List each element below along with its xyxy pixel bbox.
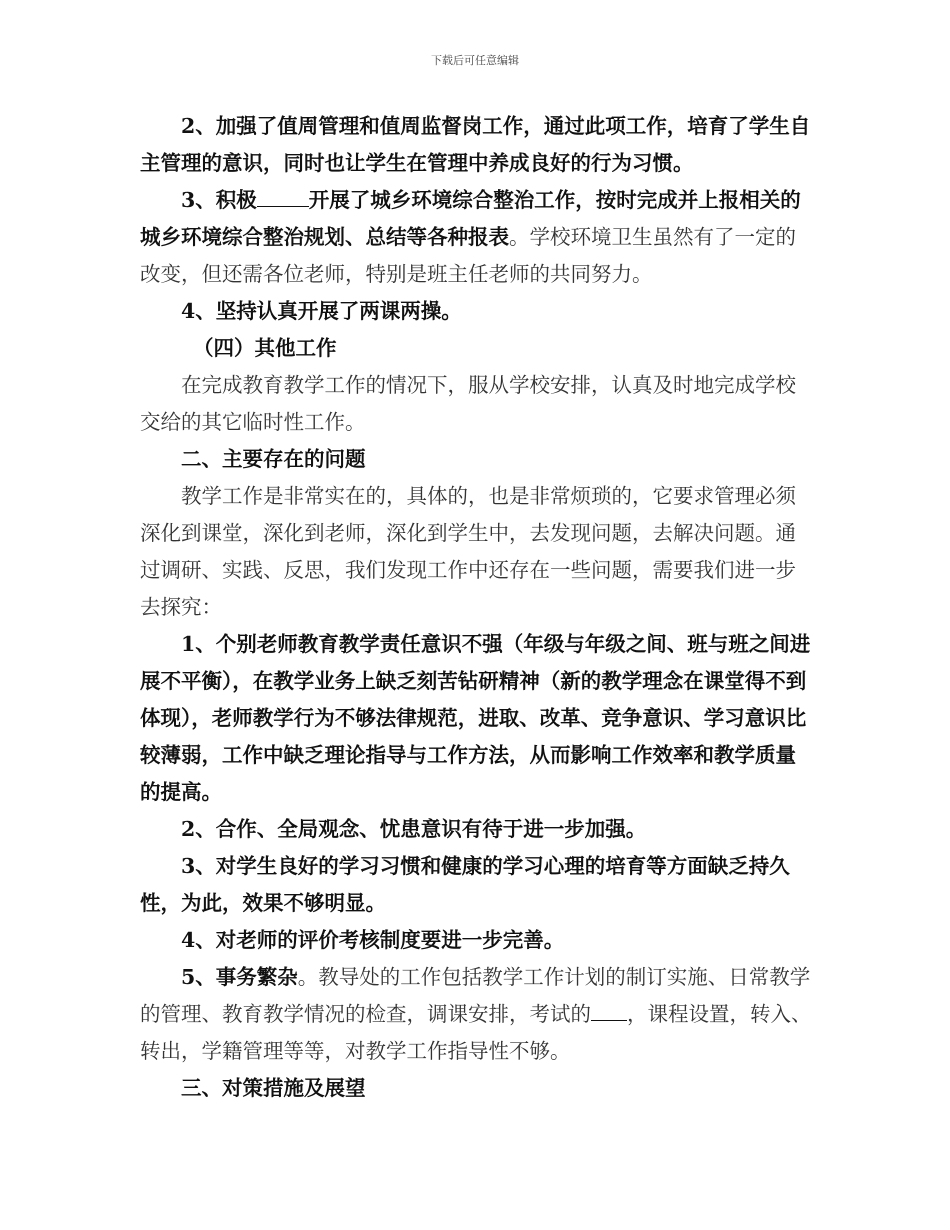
section-heading-measures: 三、对策措施及展望 [181,1076,366,1100]
problem-item-5-text-end: ，课程设置，转入、转出，学籍管理等等，对教学工作指导性不够。 [140,1002,812,1063]
problem-item-1: 1、个别老师教育教学责任意识不强（年级与年级之间、班与班之间进展不平衡），在教学业务上缺乏刻苦钻研精神（新的教学理念在课堂得不到体现），老师教学行为不够法律规范，进取、改革、竞争意识、学习意识比较薄弱，工作中缺乏理论指导与工作方法，从而影响工作效率和教学质量的提高。 [140,632,811,804]
problem-item-2: 2、合作、全局观念、忧患意识有待于进一步加强。 [181,817,647,841]
problem-item-4: 4、对老师的评价考核制度要进一步完善。 [181,928,565,952]
problem-item-5-lead: 5、事务繁杂 [181,965,298,989]
item-3-bold-text: 开展了城乡环境综合整治工作，按时完成并上报相关的城乡环境综合整治规划、总结等各种报表 [140,188,801,249]
item-3-prefix: 3、积极 [181,188,257,212]
fill-blank [257,188,309,207]
section-heading-problems: 二、主要存在的问题 [181,447,366,471]
item-3-rest: 。学校环境卫生虽然有了一定的改变，但还需各位老师，特别是班主任老师的共同努力。 [140,225,796,286]
paragraph-item-2: 2、加强了值周管理和值周监督岗工作，通过此项工作，培育了学生自主管理的意识，同时也让学生在管理中养成良好的行为习惯。 [140,114,811,175]
paragraph-item-4: 4、坚持认真开展了两课两操。 [181,299,462,323]
paragraph-other-work: 在完成教育教学工作的情况下，服从学校安排，认真及时地完成学校交给的其它临时性工作。 [140,373,796,434]
problem-item-5 [140,959,812,1070]
fill-blank [591,1002,627,1021]
problem-item-5-text: 。教导处的工作包括教学工作计划的制订实施、日常教学的管理、教育教学情况的检查，调课安排，考试的 [140,965,811,1026]
paragraph-item-3 [140,182,812,293]
document-body [140,108,812,1107]
page-header: 下载后可任意编辑 [431,54,519,67]
paragraph-problems-intro: 教学工作是非常实在的，具体的，也是非常烦琐的，它要求管理必须深化到课堂，深化到老师，深化到学生中，去发现问题，去解决问题。通过调研、实践、反思，我们发现工作中还存在一些问题，需要我们进一步去探究： [140,484,796,619]
section-heading-other-work: （四）其他工作 [193,336,337,360]
problem-item-3: 3、对学生良好的学习习惯和健康的学习心理的培育等方面缺乏持久性，为此，效果不够明显。 [140,854,790,915]
